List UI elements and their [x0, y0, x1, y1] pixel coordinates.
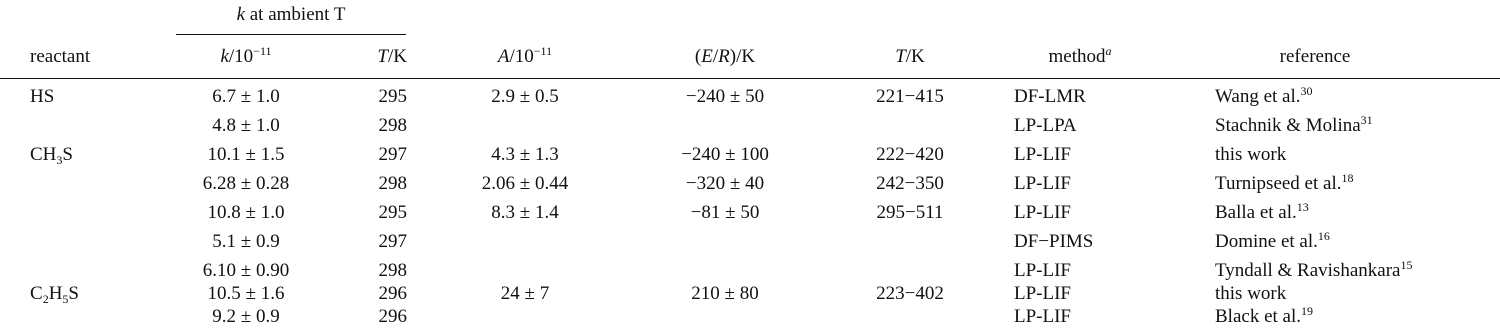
table-row	[0, 144, 1500, 166]
cell-method: LP-LIF	[1014, 283, 1071, 304]
cell-reference: Domine et al.$^{16}$	[1215, 229, 1330, 252]
cell-reference: Balla et al.$^{13}$	[1215, 200, 1309, 223]
cell-method: LP-LIF	[1014, 202, 1071, 223]
cell-T: 295	[378, 86, 407, 107]
table-row	[0, 115, 1500, 137]
col-header-k: $k/10^{-11}$	[220, 44, 272, 67]
cell-reference: Wang et al.$^{30}$	[1215, 84, 1313, 107]
cell-reference: Tyndall & Ravishankara$^{15}$	[1215, 258, 1413, 281]
table-row	[0, 306, 1500, 328]
cell-E-over-R: −81 ± 50	[690, 202, 760, 223]
cell-A: 4.3 ± 1.3	[491, 144, 559, 165]
cell-method: LP-LPA	[1014, 115, 1077, 136]
cell-E-over-R: 210 ± 80	[691, 283, 759, 304]
cell-k: 10.1 ± 1.5	[207, 144, 285, 165]
cell-method: LP-LIF	[1014, 173, 1071, 194]
table-row	[0, 231, 1500, 253]
cell-T-range: 221−415	[876, 86, 944, 107]
col-header-E-over-R: (E/R)/K	[694, 46, 756, 67]
cell-method: DF-LMR	[1014, 86, 1086, 107]
cell-k: 6.28 ± 0.28	[202, 173, 290, 194]
cell-reference: this work	[1215, 144, 1287, 165]
cell-T: 298	[378, 173, 407, 194]
cell-k: 10.5 ± 1.6	[207, 283, 285, 304]
col-header-T: T/K	[377, 46, 407, 67]
cell-T-range: 223−402	[876, 283, 944, 304]
cell-A: 8.3 ± 1.4	[491, 202, 559, 223]
cell-k: 10.8 ± 1.0	[207, 202, 285, 223]
col-header-reactant: reactant	[30, 46, 91, 67]
cell-method: LP-LIF	[1014, 306, 1071, 327]
table-row	[0, 173, 1500, 195]
cell-T: 298	[378, 115, 407, 136]
cell-T: 295	[378, 202, 407, 223]
cell-method: LP-LIF	[1014, 260, 1071, 281]
cell-T: 297	[378, 231, 407, 252]
col-header-A: $A/10^{-11}$	[497, 44, 553, 67]
cell-reference: this work	[1215, 283, 1287, 304]
group-header-k-ambient: k at ambient T	[236, 4, 346, 25]
col-header-method: method$^a$	[1048, 44, 1112, 67]
cell-reactant: HS	[30, 86, 55, 107]
table-row	[0, 86, 1500, 108]
cell-A: 24 ± 7	[500, 283, 550, 304]
cell-reference: Stachnik & Molina$^{31}$	[1215, 113, 1373, 136]
cell-E-over-R: −240 ± 50	[685, 86, 765, 107]
col-header-reference: reference	[1279, 46, 1351, 67]
cell-T-range: 222−420	[876, 144, 944, 165]
cell-k: 9.2 ± 0.9	[212, 306, 280, 327]
cell-T-range: 295−511	[876, 202, 944, 223]
col-header-T-range: T/K	[895, 46, 925, 67]
cell-k: 5.1 ± 0.9	[212, 231, 280, 252]
cell-reference: Black et al.$^{19}$	[1215, 304, 1313, 327]
cell-method: LP-LIF	[1014, 144, 1071, 165]
cell-T: 296	[378, 283, 407, 304]
cell-k: 6.10 ± 0.90	[202, 260, 290, 281]
cell-k: 4.8 ± 1.0	[212, 115, 280, 136]
cell-reactant: $C_2H_5S$	[30, 283, 79, 306]
header-rule	[0, 78, 1500, 79]
cell-A: 2.06 ± 0.44	[481, 173, 569, 194]
cell-T: 297	[378, 144, 407, 165]
cell-T-range: 242−350	[876, 173, 944, 194]
cell-E-over-R: −240 ± 100	[681, 144, 769, 165]
group-header-rule	[176, 34, 406, 35]
cell-method: DF−PIMS	[1014, 231, 1094, 252]
cell-A: 2.9 ± 0.5	[491, 86, 559, 107]
cell-E-over-R: −320 ± 40	[685, 173, 765, 194]
table-row	[0, 283, 1500, 305]
cell-T: 298	[378, 260, 407, 281]
table-row	[0, 202, 1500, 224]
cell-T: 296	[378, 306, 407, 327]
cell-k: 6.7 ± 1.0	[212, 86, 280, 107]
cell-reference: Turnipseed et al.$^{18}$	[1215, 171, 1354, 194]
cell-reactant: $CH_3S$	[30, 144, 73, 167]
table-row	[0, 260, 1500, 282]
